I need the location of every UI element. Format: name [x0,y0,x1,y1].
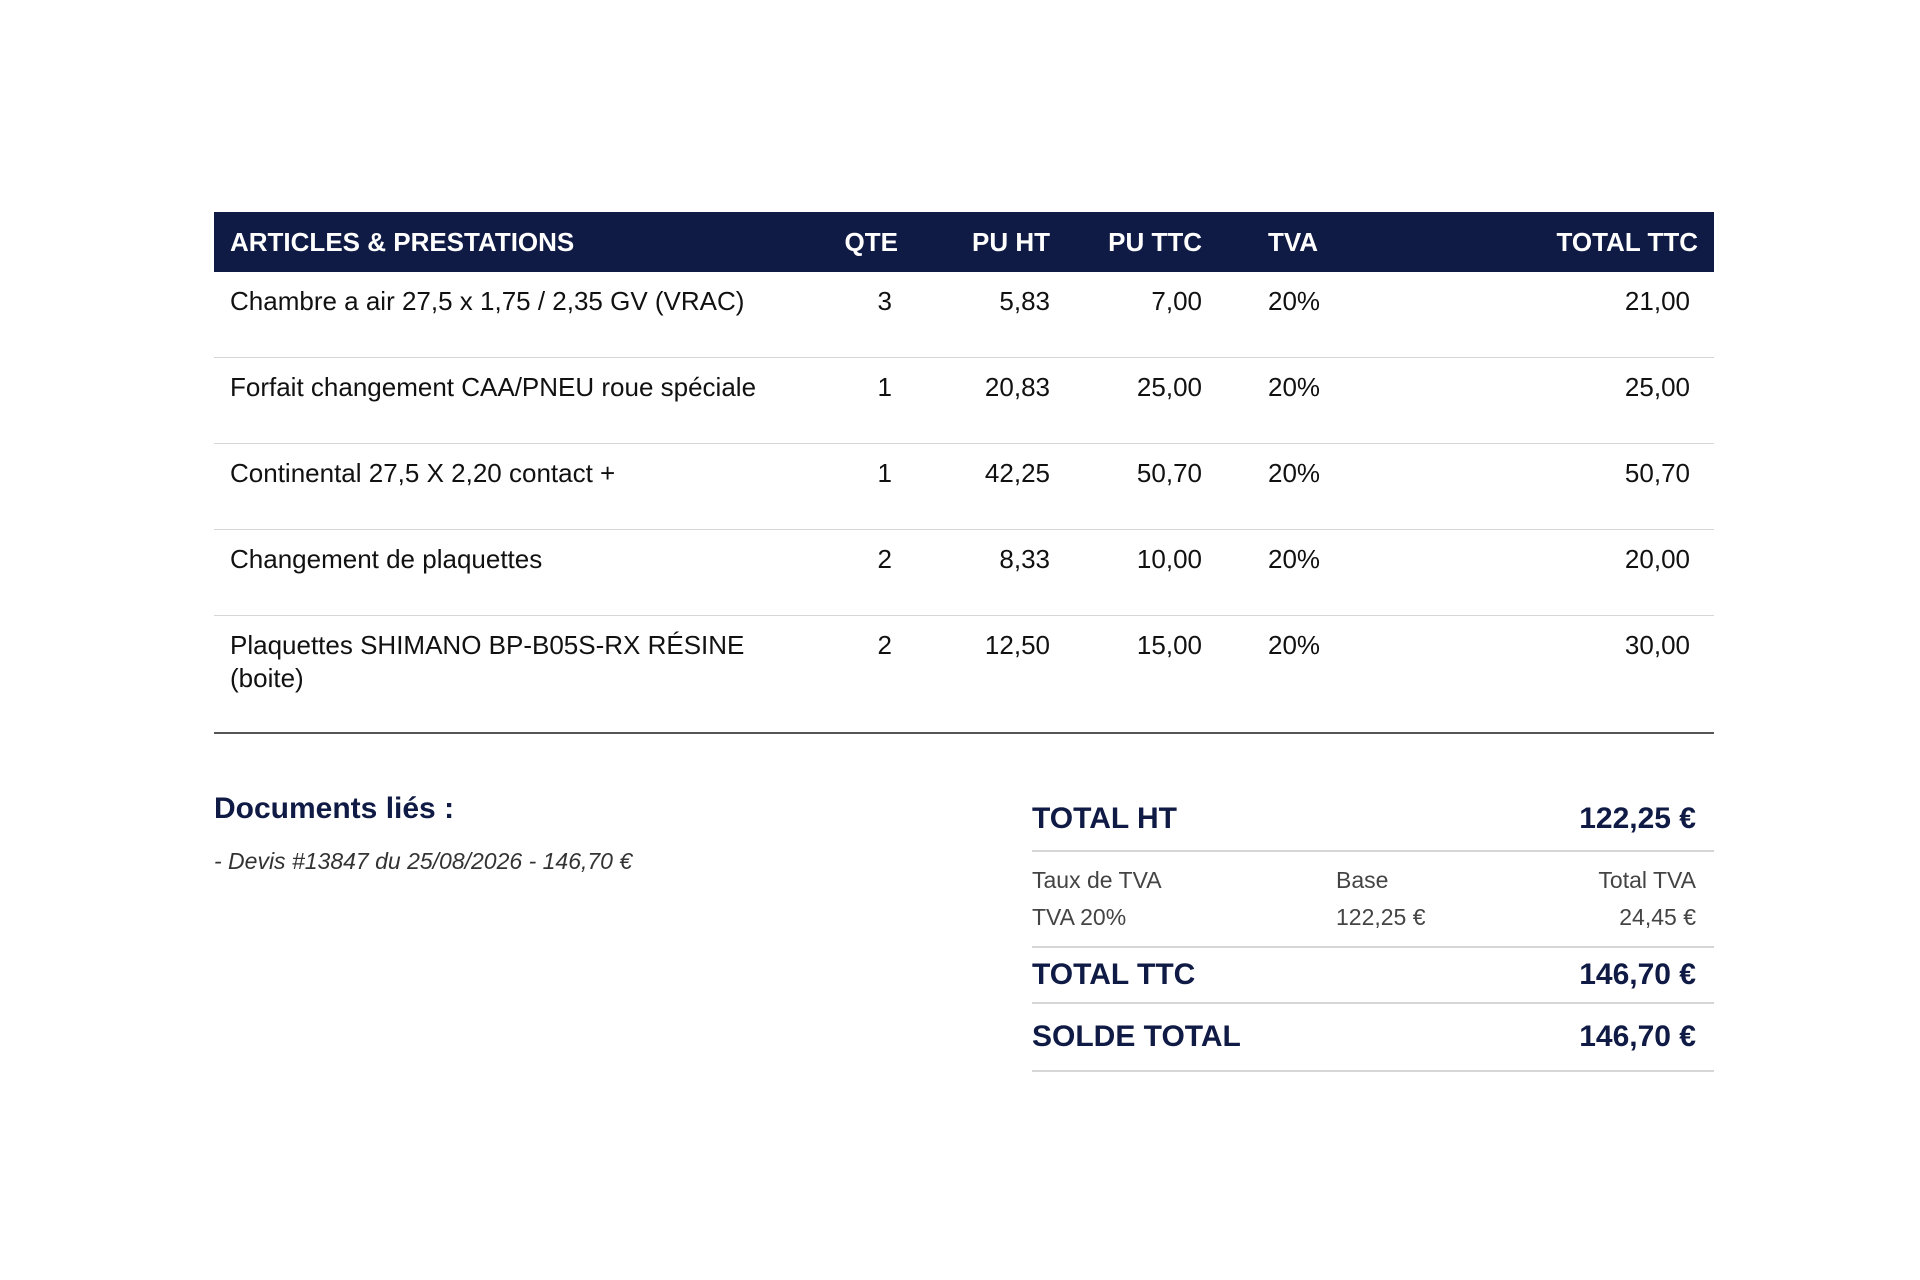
row-total-ttc: 21,00 [1384,272,1714,358]
solde-total-row [1032,1004,1714,1072]
total-ttc-label: TOTAL TTC [1032,958,1196,991]
total-ttc-row [1032,948,1714,1004]
table-header-row [214,212,1714,272]
vat-rate: TVA 20% [1032,904,1127,930]
row-description: Chambre a air 27,5 x 1,75 / 2,35 GV (VRAC) [214,272,814,358]
row-total-ttc: 20,00 [1384,530,1714,616]
total-ht-label: TOTAL HT [1032,802,1177,835]
vat-total-header: Total TVA [1598,867,1696,893]
row-tva: 20% [1218,530,1384,616]
row-qty: 1 [814,444,914,530]
row-qty: 1 [814,358,914,444]
vat-total: 24,45 € [1619,904,1696,930]
row-tva: 20% [1218,444,1384,530]
row-description: Continental 27,5 X 2,20 contact + [214,444,814,530]
row-total-ttc: 30,00 [1384,616,1714,734]
row-tva: 20% [1218,272,1384,358]
row-description: Plaquettes SHIMANO BP-B05S-RX RÉSINE (boite) [214,616,814,734]
row-description: Forfait changement CAA/PNEU roue spéciale [214,358,814,444]
row-pu-ttc: 15,00 [1066,616,1218,734]
total-ht-value: 122,25 € [1579,802,1696,835]
row-pu-ht: 8,33 [914,530,1066,616]
row-pu-ht: 12,50 [914,616,1066,734]
linked-document-quote-link[interactable]: - Devis #13847 du 25/08/2026 - 146,70 € [214,848,633,874]
row-pu-ttc: 50,70 [1066,444,1218,530]
row-pu-ttc: 7,00 [1066,272,1218,358]
vat-base: 122,25 € [1336,904,1426,930]
row-tva: 20% [1218,358,1384,444]
items-table [214,212,1714,734]
header-qty: QTE [844,226,898,257]
row-qty: 2 [814,616,914,734]
table-row [214,272,1714,358]
header-description: ARTICLES & PRESTATIONS [230,226,575,257]
row-total-ttc: 50,70 [1384,444,1714,530]
total-ttc-value: 146,70 € [1579,958,1696,991]
vat-base-header: Base [1336,867,1389,893]
row-tva: 20% [1218,616,1384,734]
solde-total-value: 146,70 € [1579,1020,1696,1053]
row-pu-ttc: 10,00 [1066,530,1218,616]
linked-documents [214,792,974,875]
row-description: Changement de plaquettes [214,530,814,616]
vat-row [1032,899,1696,936]
header-tva: TVA [1268,226,1319,257]
table-row [214,444,1714,530]
linked-documents-title: Documents liés : [214,792,455,825]
row-qty: 2 [814,530,914,616]
table-row [214,358,1714,444]
table-row [214,530,1714,616]
vat-rate-header: Taux de TVA [1032,867,1162,893]
header-total-ttc: TOTAL TTC [1556,226,1698,257]
vat-header-row [1032,862,1696,899]
row-pu-ht: 5,83 [914,272,1066,358]
total-ht-row [1032,788,1714,852]
vat-breakdown [1032,852,1714,948]
row-qty: 3 [814,272,914,358]
invoice-page [214,212,1714,1053]
header-pu-ttc: PU TTC [1108,226,1202,257]
totals-summary [1032,788,1714,1072]
table-row [214,616,1714,734]
row-pu-ttc: 25,00 [1066,358,1218,444]
row-total-ttc: 25,00 [1384,358,1714,444]
solde-total-label: SOLDE TOTAL [1032,1020,1241,1053]
header-pu-ht: PU HT [972,226,1050,257]
row-pu-ht: 42,25 [914,444,1066,530]
row-pu-ht: 20,83 [914,358,1066,444]
